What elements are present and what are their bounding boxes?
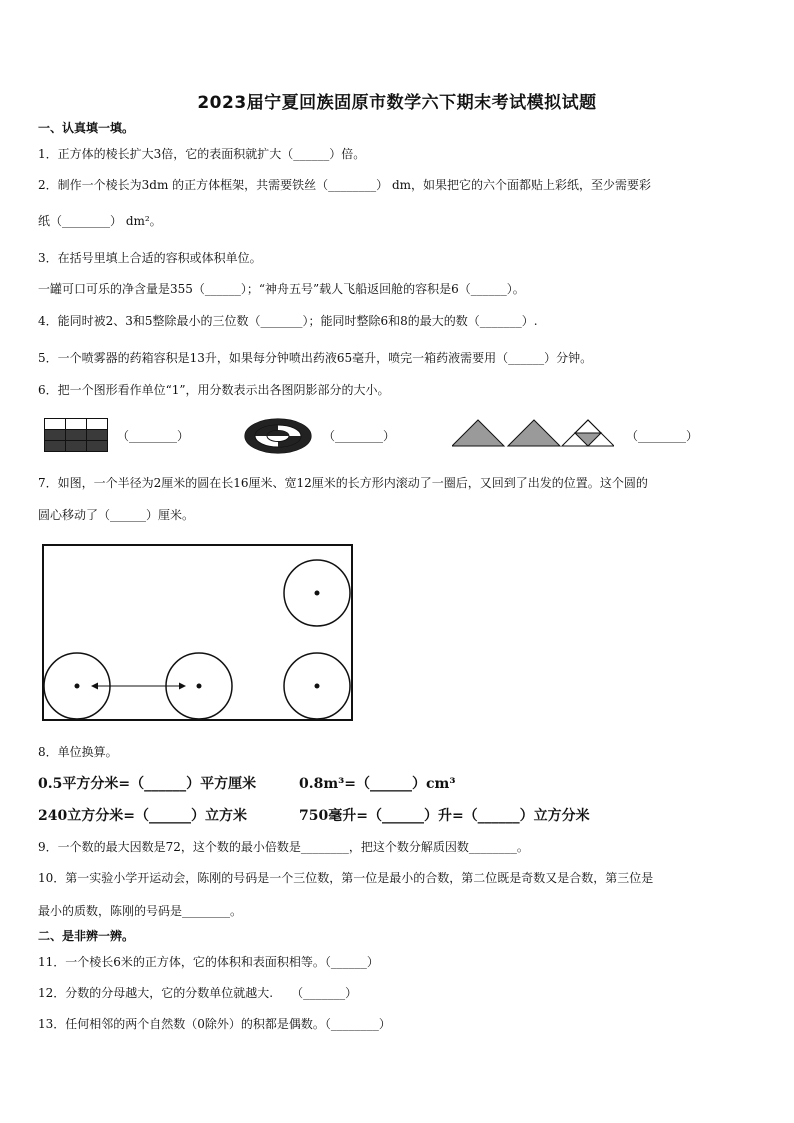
section-1-heading: 一、认真填一填。	[38, 121, 135, 135]
question-8-item-a: 0.5平方分米=（______）平方厘米	[38, 776, 257, 792]
question-8-item-c: 240立方分米=（______）立方米	[38, 808, 247, 824]
triangles-figure	[452, 419, 614, 447]
concentric-rings-figure	[244, 418, 312, 454]
question-5: 5．一个喷雾器的药箱容积是13升，如果每分钟喷出药液65毫升，喷完一箱药液需要用（______）分钟。	[38, 351, 593, 365]
question-10-line-1: 10．第一实验小学开运动会，陈刚的号码是一个三位数，第一位是最小的合数，第二位既是奇数又是合数，第三位是	[38, 871, 654, 885]
question-9: 9．一个数的最大因数是72，这个数的最小倍数是________，把这个数分解质因数________。	[38, 840, 529, 854]
question-6: 6．把一个图形看作单位“1”，用分数表示出各图阴影部分的大小。	[38, 383, 390, 397]
question-3-line-1: 3．在括号里填上合适的容积或体积单位。	[38, 251, 262, 265]
rolling-circle-diagram	[42, 544, 354, 722]
question-7-line-1: 7．如图，一个半径为2厘米的圆在长16厘米、宽12厘米的长方形内滚动了一圈后，又回到了出发的位置。这个圆的	[38, 476, 648, 490]
question-13: 13．任何相邻的两个自然数（0除外）的积都是偶数。（________）	[38, 1017, 391, 1031]
question-8: 8．单位换算。	[38, 745, 118, 759]
question-10-line-2: 最小的质数，陈刚的号码是________。	[38, 904, 243, 918]
question-8-item-b: 0.8m³=（______）cm³	[299, 776, 456, 792]
section-2-heading: 二、是非辨一辨。	[38, 929, 135, 943]
question-6-blank-2: （________）	[323, 429, 396, 443]
question-4: 4．能同时被2、3和5整除最小的三位数（_______）；能同时整除6和8的最大的数（_______）.	[38, 314, 538, 328]
question-11: 11．一个棱长6米的正方体，它的体积和表面积相等。（______）	[38, 955, 379, 969]
page-title: 2023届宁夏回族固原市数学六下期末考试模拟试题	[197, 93, 597, 113]
question-2-line-1: 2．制作一个棱长为3dm 的正方体框架，共需要铁丝（________） dm，如果把它的六个面都贴上彩纸，至少需要彩	[38, 178, 652, 192]
question-7-line-2: 圆心移动了（______）厘米。	[38, 508, 195, 522]
question-2-line-2: 纸（________） dm²。	[38, 214, 162, 228]
question-3-line-2: 一罐可口可乐的净含量是355（______）；“神舟五号”载人飞船返回舱的容积是6（______）。	[38, 282, 525, 296]
question-1: 1．正方体的棱长扩大3倍，它的表面积就扩大（______）倍。	[38, 147, 366, 161]
question-8-item-d: 750毫升=（______）升=（______）立方分米	[299, 808, 590, 824]
shaded-grid-figure	[44, 418, 108, 452]
question-6-blank-1: （________）	[117, 429, 190, 443]
question-12: 12．分数的分母越大，它的分数单位就越大. （_______）	[38, 986, 358, 1000]
question-6-blank-3: （________）	[626, 429, 699, 443]
